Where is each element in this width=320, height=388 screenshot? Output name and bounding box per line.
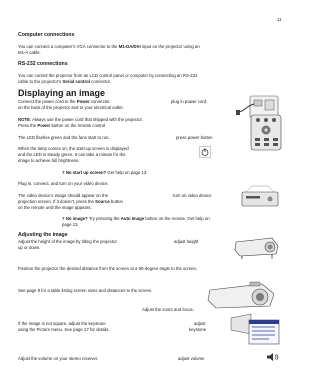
callout-power-cord: plug in power cord: [171, 99, 207, 104]
displaying-heading: Displaying an image: [18, 88, 106, 98]
callout-press-power: press power button: [176, 135, 213, 140]
position-line: Position the projector the desired distance from the screen at a 90-degree angle to the screen.: [18, 266, 198, 271]
projector-tilt-illustration: [232, 232, 282, 260]
rs232-paragraph-line2: cable to the projector’s Serial control connector.: [18, 79, 112, 84]
video-line3: on the remote until the image appears.: [18, 205, 92, 210]
press-power-line: Press the Power button on the remote control.: [18, 123, 107, 128]
zoom-focus-illustration: [204, 276, 280, 312]
no-image-help-line2: page 13.: [62, 222, 79, 227]
video-line2: projection screen. If it doesn’t, press the Source button: [18, 199, 123, 204]
callout-video-device: turn on video device: [173, 193, 212, 198]
table-reference-line: See page 8 for a table listing screen sizes and distances to the screen.: [18, 288, 153, 293]
power-button-icon: [199, 146, 211, 158]
height-line1: Adjust the height of the image by tilting the projector: [18, 239, 117, 244]
startup-line1: When the lamp comes on, the start-up screen is displayed: [18, 146, 129, 151]
computer-paragraph-line1: You can connect a computer’s VGA connector to the M1-DA/DVI input on the projector using an: [18, 44, 200, 49]
no-image-help: ? No image? Try pressing the Auto Image button on the remote. Get help on: [62, 216, 210, 221]
page-number: 11: [277, 17, 282, 22]
rs232-paragraph-line1: You can control the projector from an LCD control panel or computer by connecting an RS-232: [18, 73, 198, 78]
callout-keystone-label: keystone: [189, 327, 207, 332]
computer-connections-heading: Computer connections: [18, 32, 75, 38]
startup-line3: image to achieve full brightness.: [18, 158, 80, 163]
power-cord-line1: Connect the power cord to the Power connector: [18, 99, 110, 104]
keystone-menu-illustration: [229, 312, 281, 346]
video-line1: The video device’s image should appear on the: [18, 193, 108, 198]
callout-adjust-height: adjust height: [174, 239, 199, 244]
callout-adjust-volume: adjust volume: [178, 356, 205, 361]
plugin-line: Plug in, connect, and turn on your video device.: [18, 181, 109, 186]
no-startup-help: ? No start up screen? Get help on page 13.: [62, 170, 148, 175]
adjusting-heading: Adjusting the image: [18, 232, 68, 238]
height-line2: up or down.: [18, 245, 41, 250]
callout-adjust-label: adjust: [194, 321, 206, 326]
remote-control-illustration: [250, 114, 284, 152]
startup-line2: and the LED is steady green. It can take a minute for the: [18, 152, 126, 157]
callout-zoom-focus: Adjust the zoom and focus.: [142, 307, 194, 312]
keystone-line2: using the Picture menu. See page 17 for details.: [18, 327, 110, 332]
note-line: NOTE: Always use the power cord that shipped with the projector.: [18, 117, 143, 122]
power-cord-line2: on the back of the projector and to your electrical outlet.: [18, 105, 124, 110]
computer-paragraph-line2: M1-A cable.: [18, 50, 41, 55]
rs232-heading: RS-232 connections: [18, 61, 68, 67]
keystone-line1: If the image is not square, adjust the keystone: [18, 321, 106, 326]
video-device-illustration: [240, 184, 280, 210]
led-line: The LED flashes green and the fans start to run.: [18, 135, 110, 140]
volume-icon: [266, 352, 280, 362]
volume-line: Adjust the volume on your stereo receiver.: [18, 356, 99, 361]
